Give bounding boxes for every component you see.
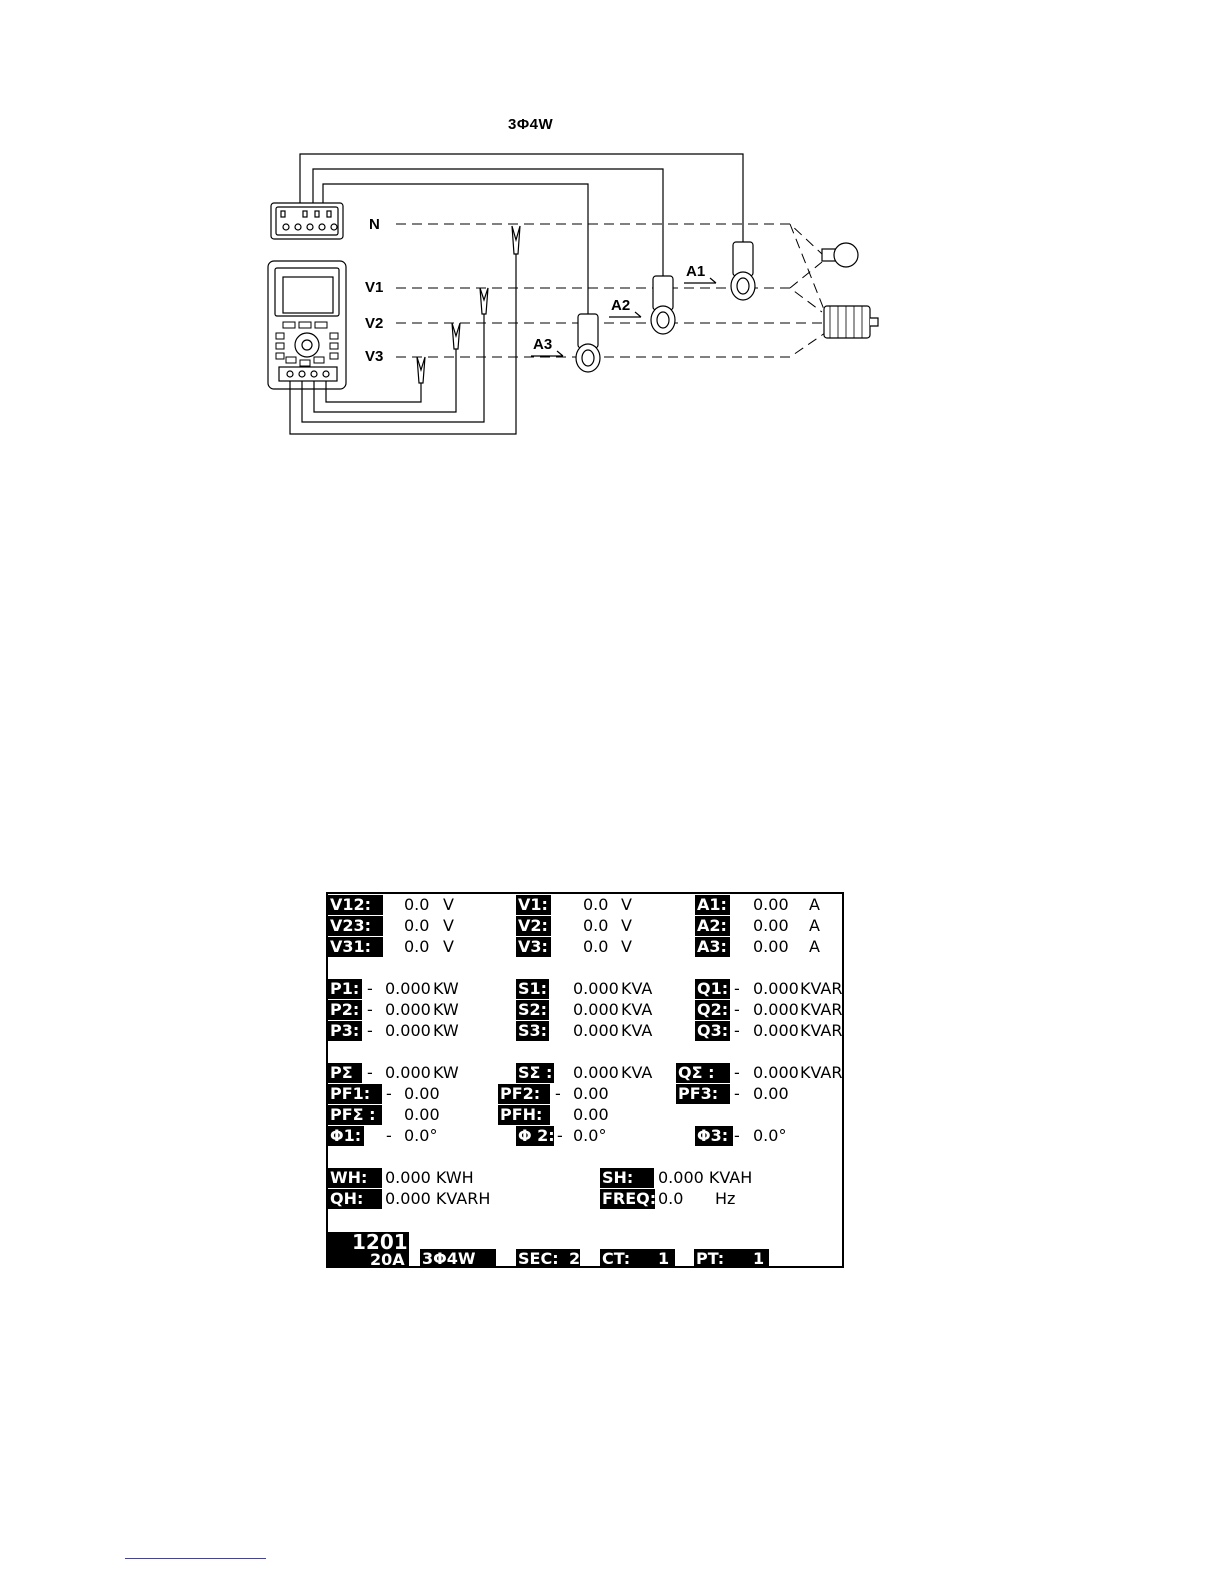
q1-value: 0.000 (753, 979, 799, 998)
q-total-value: 0.000 (753, 1063, 799, 1082)
q2-value: 0.000 (753, 1000, 799, 1019)
q3-sign: - (734, 1021, 740, 1040)
q3-label: Q3: (697, 1021, 729, 1040)
phi3-sign: - (734, 1126, 740, 1145)
phi2-sign: - (557, 1126, 563, 1145)
s1-unit: KVA (621, 979, 653, 998)
voltage-clip-v3 (417, 357, 425, 383)
q-total-label: QΣ : (676, 1063, 730, 1083)
q-total-unit: KVAR (800, 1063, 843, 1082)
p-total-unit: KW (433, 1063, 459, 1082)
pf1-sign: - (386, 1084, 392, 1103)
phi1-value: 0.0° (404, 1126, 438, 1145)
v3-label: V3: (516, 937, 551, 957)
q2-unit: KVAR (800, 1000, 843, 1019)
voltage-clip-v2 (452, 323, 460, 349)
p1-unit: KW (433, 979, 459, 998)
footer-link-underline (125, 1558, 266, 1559)
pf2-sign: - (555, 1084, 561, 1103)
phi1-sign: - (386, 1126, 392, 1145)
pfh-label: PFH: (498, 1105, 550, 1125)
freq-value: 0.0 (658, 1189, 684, 1208)
s2-unit: KVA (621, 1000, 653, 1019)
clamp-label-a1: A1 (686, 263, 706, 280)
v2-value: 0.0 (583, 916, 609, 935)
q2-label: Q2: (697, 1000, 729, 1019)
pf1-value: 0.00 (404, 1084, 440, 1103)
current-clamp-a3 (576, 314, 600, 372)
v3-value: 0.0 (583, 937, 609, 956)
sh-value: 0.000 KVAH (658, 1168, 753, 1187)
p-total-value: 0.000 (385, 1063, 431, 1082)
line-label-v3: V3 (365, 348, 384, 365)
v12-label: V12: (328, 895, 383, 915)
wiring-diagram (0, 0, 1224, 470)
p-total-sign: - (367, 1063, 373, 1082)
q3-unit: KVAR (800, 1021, 843, 1040)
s2-label: S2: (518, 1000, 548, 1019)
pt-value: 1 (753, 1249, 765, 1268)
s1-value: 0.000 (573, 979, 619, 998)
s3-unit: KVA (621, 1021, 653, 1040)
current-clamp-a2 (651, 276, 675, 334)
pf3-label: PF3: (676, 1084, 730, 1104)
a3-label: A3: (695, 937, 730, 957)
v31-value: 0.0 (404, 937, 430, 956)
wh-label: WH: (328, 1168, 382, 1188)
v1-unit: V (621, 895, 632, 914)
p1-label: P1: (328, 979, 362, 999)
p2-label: P2: (328, 1000, 362, 1020)
q2-sign: - (734, 1000, 740, 1019)
p3-label: P3: (328, 1021, 362, 1041)
s3-label: S3: (518, 1021, 548, 1040)
pt-label: PT: (694, 1249, 769, 1268)
wh-value: 0.000 KWH (385, 1168, 474, 1187)
pf3-sign: - (734, 1084, 740, 1103)
p1-sign: - (367, 979, 373, 998)
v2-unit: V (621, 916, 632, 935)
v1-value: 0.0 (583, 895, 609, 914)
a3-unit: A (809, 937, 820, 956)
pf1-label: PF1: (328, 1084, 382, 1104)
p3-sign: - (367, 1021, 373, 1040)
sec-label: SEC: (516, 1249, 580, 1268)
clamp-label-a3: A3 (533, 336, 553, 353)
motor-load-icon (824, 306, 878, 338)
phi2-label: Φ 2: (518, 1126, 555, 1145)
v31-label: V31: (328, 937, 383, 957)
v12-value: 0.0 (404, 895, 430, 914)
p2-value: 0.000 (385, 1000, 431, 1019)
phi3-label: Φ3: (695, 1126, 733, 1146)
s-total-value: 0.000 (573, 1063, 619, 1082)
q-total-sign: - (734, 1063, 740, 1082)
line-label-v2: V2 (365, 315, 384, 332)
v23-unit: V (443, 916, 454, 935)
ct-value: 1 (658, 1249, 670, 1268)
ct-label: CT: (600, 1249, 675, 1268)
phi3-value: 0.0° (753, 1126, 787, 1145)
a2-value: 0.00 (753, 916, 789, 935)
pf3-value: 0.00 (753, 1084, 789, 1103)
q1-sign: - (734, 979, 740, 998)
pf2-value: 0.00 (573, 1084, 609, 1103)
line-label-v1: V1 (365, 279, 384, 296)
freq-label: FREQ: (602, 1189, 657, 1208)
a3-value: 0.00 (753, 937, 789, 956)
p1-value: 0.000 (385, 979, 431, 998)
voltage-clip-n (512, 226, 520, 254)
s-total-label: SΣ : (518, 1063, 553, 1082)
sec-value: 2 (569, 1249, 581, 1268)
a1-unit: A (809, 895, 820, 914)
p2-unit: KW (433, 1000, 459, 1019)
v23-label: V23: (328, 916, 383, 936)
qh-label: QH: (328, 1189, 382, 1209)
a1-value: 0.00 (753, 895, 789, 914)
s-total-unit: KVA (621, 1063, 653, 1082)
pfh-value: 0.00 (573, 1105, 609, 1124)
lamp-load-icon (822, 243, 858, 267)
range-value: 20A (370, 1250, 405, 1269)
q3-value: 0.000 (753, 1021, 799, 1040)
p3-value: 0.000 (385, 1021, 431, 1040)
s3-value: 0.000 (573, 1021, 619, 1040)
meter-body (268, 261, 346, 389)
input-connector (271, 203, 343, 239)
a2-label: A2: (695, 916, 730, 936)
line-label-n: N (369, 216, 380, 233)
a1-label: A1: (695, 895, 730, 915)
wiring-mode: 3Φ4W (420, 1249, 496, 1268)
v3-unit: V (621, 937, 632, 956)
v1-label: V1: (516, 895, 551, 915)
s1-label: S1: (518, 979, 548, 998)
pf-total-value: 0.00 (404, 1105, 440, 1124)
qh-value: 0.000 KVARH (385, 1189, 491, 1208)
q1-label: Q1: (697, 979, 729, 998)
pf2-label: PF2: (498, 1084, 550, 1104)
freq-unit: Hz (715, 1189, 736, 1208)
v23-value: 0.0 (404, 916, 430, 935)
s2-value: 0.000 (573, 1000, 619, 1019)
meter-lcd-screen (326, 892, 844, 1268)
pf-total-label: PFΣ : (328, 1105, 382, 1125)
a2-unit: A (809, 916, 820, 935)
p3-unit: KW (433, 1021, 459, 1040)
phi2-value: 0.0° (573, 1126, 607, 1145)
p-total-label: PΣ (328, 1063, 362, 1083)
v12-unit: V (443, 895, 454, 914)
clamp-label-a2: A2 (611, 297, 631, 314)
v2-label: V2: (516, 916, 551, 936)
sh-label: SH: (600, 1168, 654, 1188)
diagram-title: 3Φ4W (508, 116, 554, 133)
phi1-label: Φ1: (328, 1126, 364, 1146)
model-number: 1201 (352, 1230, 408, 1254)
current-clamp-a1 (731, 242, 755, 300)
voltage-clip-v1 (480, 288, 488, 314)
p2-sign: - (367, 1000, 373, 1019)
v31-unit: V (443, 937, 454, 956)
q1-unit: KVAR (800, 979, 843, 998)
